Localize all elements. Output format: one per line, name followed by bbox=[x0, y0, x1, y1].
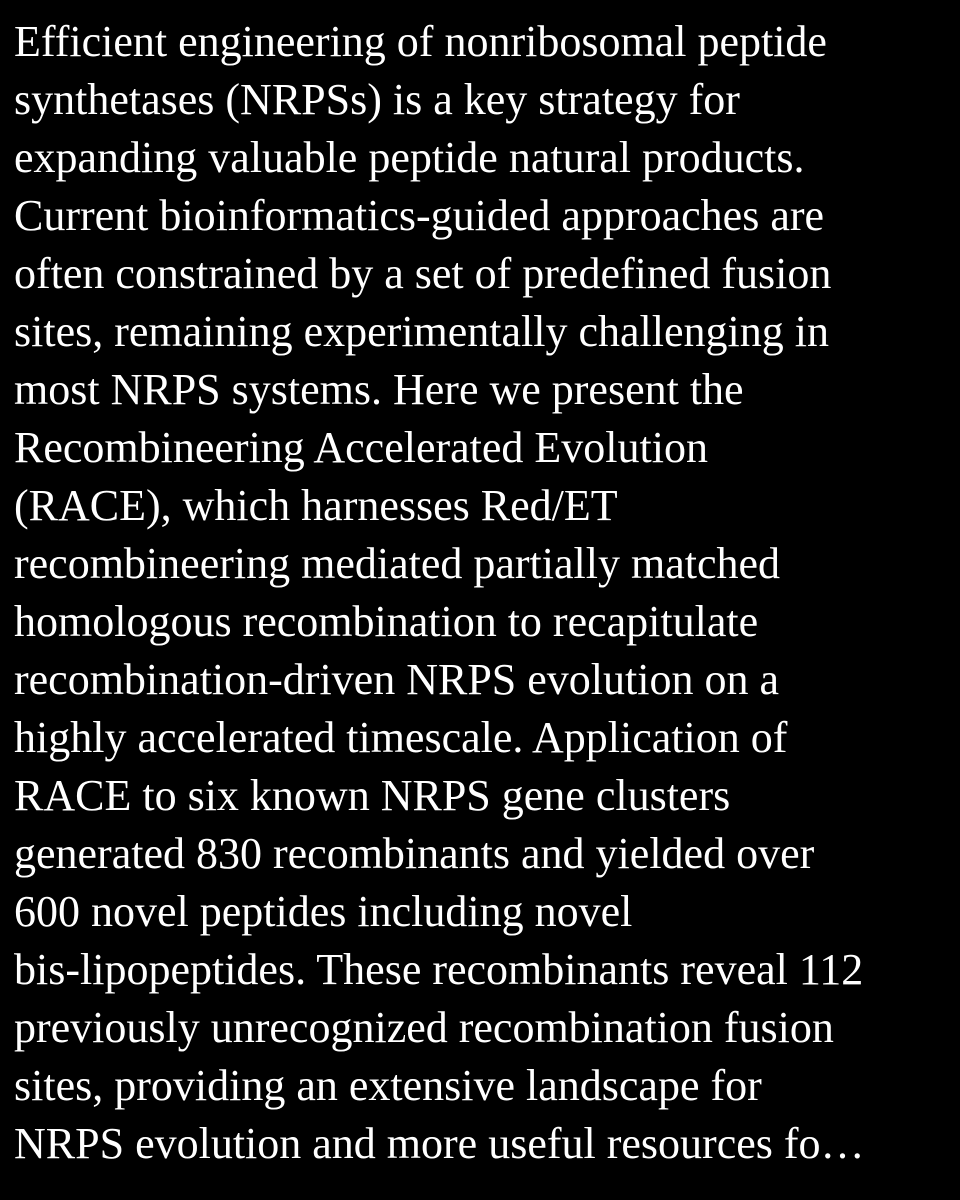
abstract-line: expanding valuable peptide natural products. bbox=[14, 133, 805, 182]
abstract-line: bis-lipopeptides. These recombinants reveal 112 bbox=[14, 945, 864, 994]
abstract-line: sites, remaining experimentally challenging in bbox=[14, 307, 829, 356]
abstract-line: NRPS evolution and more useful resources fo… bbox=[14, 1119, 865, 1168]
abstract-line: sites, providing an extensive landscape for bbox=[14, 1061, 762, 1110]
abstract-line: Efficient engineering of nonribosomal peptide bbox=[14, 17, 827, 66]
abstract-line: RACE to six known NRPS gene clusters bbox=[14, 771, 731, 820]
abstract-line: Current bioinformatics-guided approaches are bbox=[14, 191, 825, 240]
abstract-line: homologous recombination to recapitulate bbox=[14, 597, 759, 646]
abstract-line: (RACE), which harnesses Red/ET bbox=[14, 481, 618, 530]
abstract-line: often constrained by a set of predefined fusion bbox=[14, 249, 832, 298]
abstract-line: generated 830 recombinants and yielded over bbox=[14, 829, 815, 878]
abstract-line: Recombineering Accelerated Evolution bbox=[14, 423, 708, 472]
abstract-line: most NRPS systems. Here we present the bbox=[14, 365, 744, 414]
abstract-line: previously unrecognized recombination fusion bbox=[14, 1003, 834, 1052]
abstract-line: recombination-driven NRPS evolution on a bbox=[14, 655, 779, 704]
abstract-line: recombineering mediated partially matched bbox=[14, 539, 781, 588]
abstract-text bbox=[14, 13, 954, 1173]
abstract-line: highly accelerated timescale. Application of bbox=[14, 713, 788, 762]
abstract-line: synthetases (NRPSs) is a key strategy for bbox=[14, 75, 740, 124]
abstract-line: 600 novel peptides including novel bbox=[14, 887, 633, 936]
